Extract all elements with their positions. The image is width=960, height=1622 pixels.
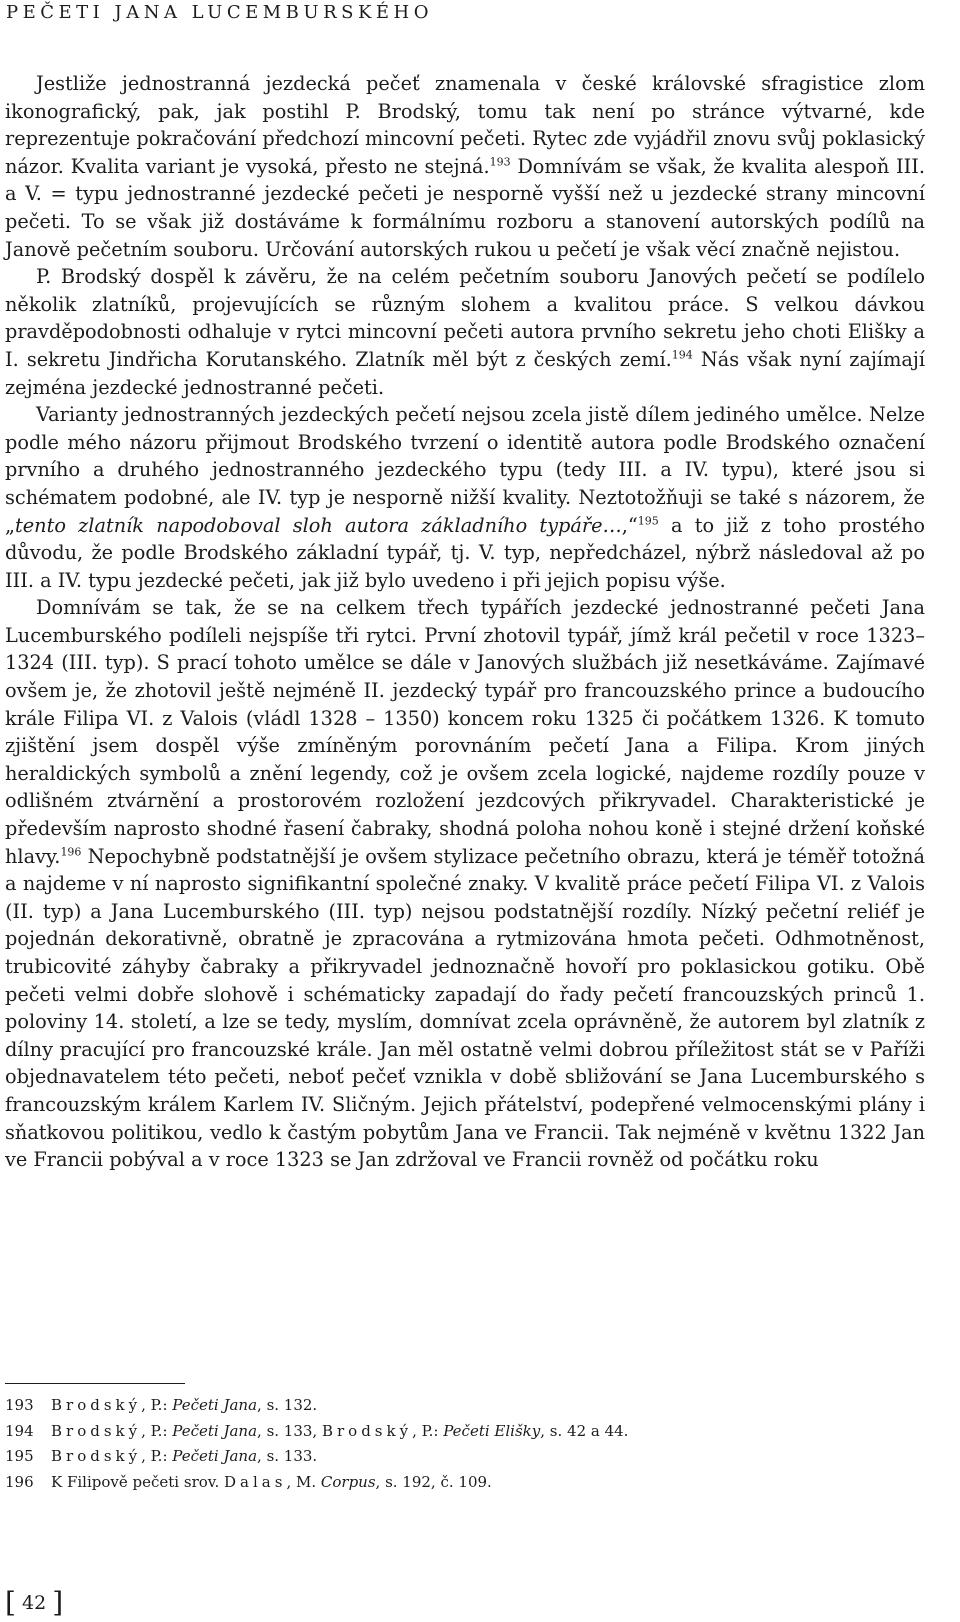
- footnote-ref-195: 195: [637, 514, 659, 528]
- footnote-author: Brodský: [51, 1421, 142, 1440]
- footnote-author: Brodský: [51, 1447, 142, 1466]
- page-number: [5, 1586, 63, 1619]
- footnote-author: Dalas: [224, 1472, 287, 1491]
- footnote-rule: [5, 1383, 185, 1384]
- footnote-number: 196: [5, 1472, 34, 1491]
- footnote-number: 193: [5, 1396, 34, 1414]
- bracket-open: [: [5, 1586, 16, 1619]
- footnote-196: 196 K Filipově pečeti srov. Dalas, M. Corpus, s. 192, č. 109.: [5, 1470, 905, 1496]
- quoted-passage: tento zlatník napodoboval sloh autora základního typáře…: [15, 513, 622, 537]
- body-text: [5, 70, 925, 1174]
- footnote-195: 195 Brodský, P.: Pečeti Jana, s. 133.: [5, 1444, 905, 1470]
- footnote-ref-194: 194: [671, 348, 693, 362]
- footnote-title: Pečeti Elišky: [443, 1421, 541, 1440]
- paragraph-3: Varianty jednostranných jezdeckých pečetí nejsou zcela jistě dílem jediného umělce. Nelze podle mého názoru přijmout Brodského tvrzení o identitě autora podle Brodského označení prvního a druhého jednostranného jezdeckého typu (tedy III. a IV. typu), které jsou si schématem podobné, ale IV. typ je nesporně nižší kvality. Neztotožňuji se také s názorem, že „tento zlatník napodoboval sloh autora základního typáře…,“$^{195}$ a to již z toho prostého důvodu, že podle Brodského základní typář, tj. V. typ, nepředcházel, nýbrž následoval až po III. a IV. typu jezdecké pečeti, jak již bylo uvedeno i při jejich popisu výše.: [5, 403, 925, 592]
- footnote-author: Brodský: [321, 1421, 413, 1440]
- running-head: PEČETI JANA LUCEMBURSKÉHO: [6, 2, 433, 23]
- footnote-number: 195: [5, 1447, 34, 1466]
- bracket-close: ]: [52, 1586, 64, 1619]
- paragraph-4: Domnívám se tak, že se na celkem třech typářích jezdecké jednostranné pečeti Jana Lucemburského podíleli nejspíše tři rytci. První zhotovil typář, jímž král pečetil v roce 1323–1324 (III. typ). S prací tohoto umělce se dále v Janových službách již nesetkáváme. Zajímavé ovšem je, že zhotovil ještě nejméně II. jezdecký typář pro francouzského prince a budoucího krále Filipa VI. z Valois (vládl 1328 – 1350) koncem roku 1325 či počátkem 1326. K tomuto zjištění jsem dospěl výše zmíněným porovnáním pečetí Jana a Filipa. Krom jiných heraldických symbolů a znění legendy, což je ovšem zcela logické, najdeme rozdíly pouze v odlišném ztvárnění a prostorovém rozložení jezdcových přikryvadel. Charakteristické je především naprosto shodné řasení čabraky, shodná poloha nohou koně i stejné držení koňské hlavy.$^{196}$ Nepochybně podstatnější je ovšem stylizace pečetního obrazu, která je téměř totožná a najdeme v ní naprosto signifikantní společné znaky. V kvalitě práce pečetí Filipa VI. z Valois (II. typ) a Jana Lucemburského (III. typ) nejsou podstatnější rozdíly. Nízký pečetní reliéf je pojednán dekorativně, obratně je zpracována a rytmizována hmota pečeti. Odhmotněnost, trubicovité záhyby čabraky a přikryvadel jednoznačně hovoří pro poklasickou gotiku. Obě pečeti velmi dobře slohově i schématicky zapadají do řady pečetí francouzských princů 1. poloviny 14. století, a lze se tedy, myslím, domnívat zcela oprávněně, že autorem byl zlatník z dílny pracující pro francouzské krále. Jan měl ostatně velmi dobrou příležitost stát se v Paříži objednavatelem této pečeti, neboť pečeť vznikla v době sbližování se Jana Lucemburského s francouzským králem Karlem IV. Sličným. Jejich přátelství, podepřené velmocenskými plány i sňatkovou politikou, vedlo k častým pobytům Jana ve Francii. Tak nejméně v květnu 1322 Jan ve Francii pobýval a v roce 1323 se Jan zdržoval ve Francii rovněž od počátku roku: [5, 596, 925, 1172]
- footnote-number: 194: [5, 1421, 34, 1440]
- footnote-ref-193: 193: [489, 155, 511, 169]
- footnotes: [5, 1393, 905, 1495]
- page-number-value: 42: [21, 1592, 47, 1614]
- paragraph-2: P. Brodský dospěl k závěru, že na celém pečetním souboru Janových pečetí se podílelo několik zlatníků, projevujících se různým slohem a kvalitou práce. S velkou dávkou pravděpodobnosti odhaluje v rytci mincovní pečeti autora prvního sekretu jeho choti Elišky a I. sekretu Jindřicha Korutanského. Zlatník měl být z českých zemí.$^{194}$ Nás však nyní zajímají zejména jezdecké jednostranné pečeti.: [5, 265, 925, 399]
- footnote-title: Pečeti Jana: [172, 1447, 258, 1466]
- footnote-title: Pečeti Jana: [172, 1396, 258, 1414]
- footnote-title: Pečeti Jana: [172, 1421, 258, 1440]
- footnote-title: Corpus: [320, 1472, 376, 1491]
- footnote-194: 194 Brodský, P.: Pečeti Jana, s. 133, Brodský, P.: Pečeti Elišky, s. 42 a 44.: [5, 1419, 905, 1445]
- footnote-193: 193 Brodský, P.: Pečeti Jana, s. 132.: [5, 1393, 905, 1419]
- footnote-ref-196: 196: [60, 845, 82, 859]
- footnote-author: Brodský: [51, 1396, 142, 1414]
- paragraph-1: Jestliže jednostranná jezdecká pečeť znamenala v české královské sfragistice zlom ikonografický, pak, jak postihl P. Brodský, tomu tak není po stránce výtvarné, kde reprezentuje pokračování předchozí mincovní pečeti. Rytec zde vyjádřil znovu svůj poklasický názor. Kvalita variant je vysoká, přesto ne stejná.$^{193}$ Domnívám se však, že kvalita alespoň III. a V. = typu jednostranné jezdecké pečeti je nesporně vyšší než u jezdecké strany mincovní pečeti. To se však již dostáváme k formálnímu rozboru a stanovení autorských podílů na Janově pečetním souboru. Určování autorských rukou u pečetí je však věcí značně nejistou.: [5, 72, 925, 261]
